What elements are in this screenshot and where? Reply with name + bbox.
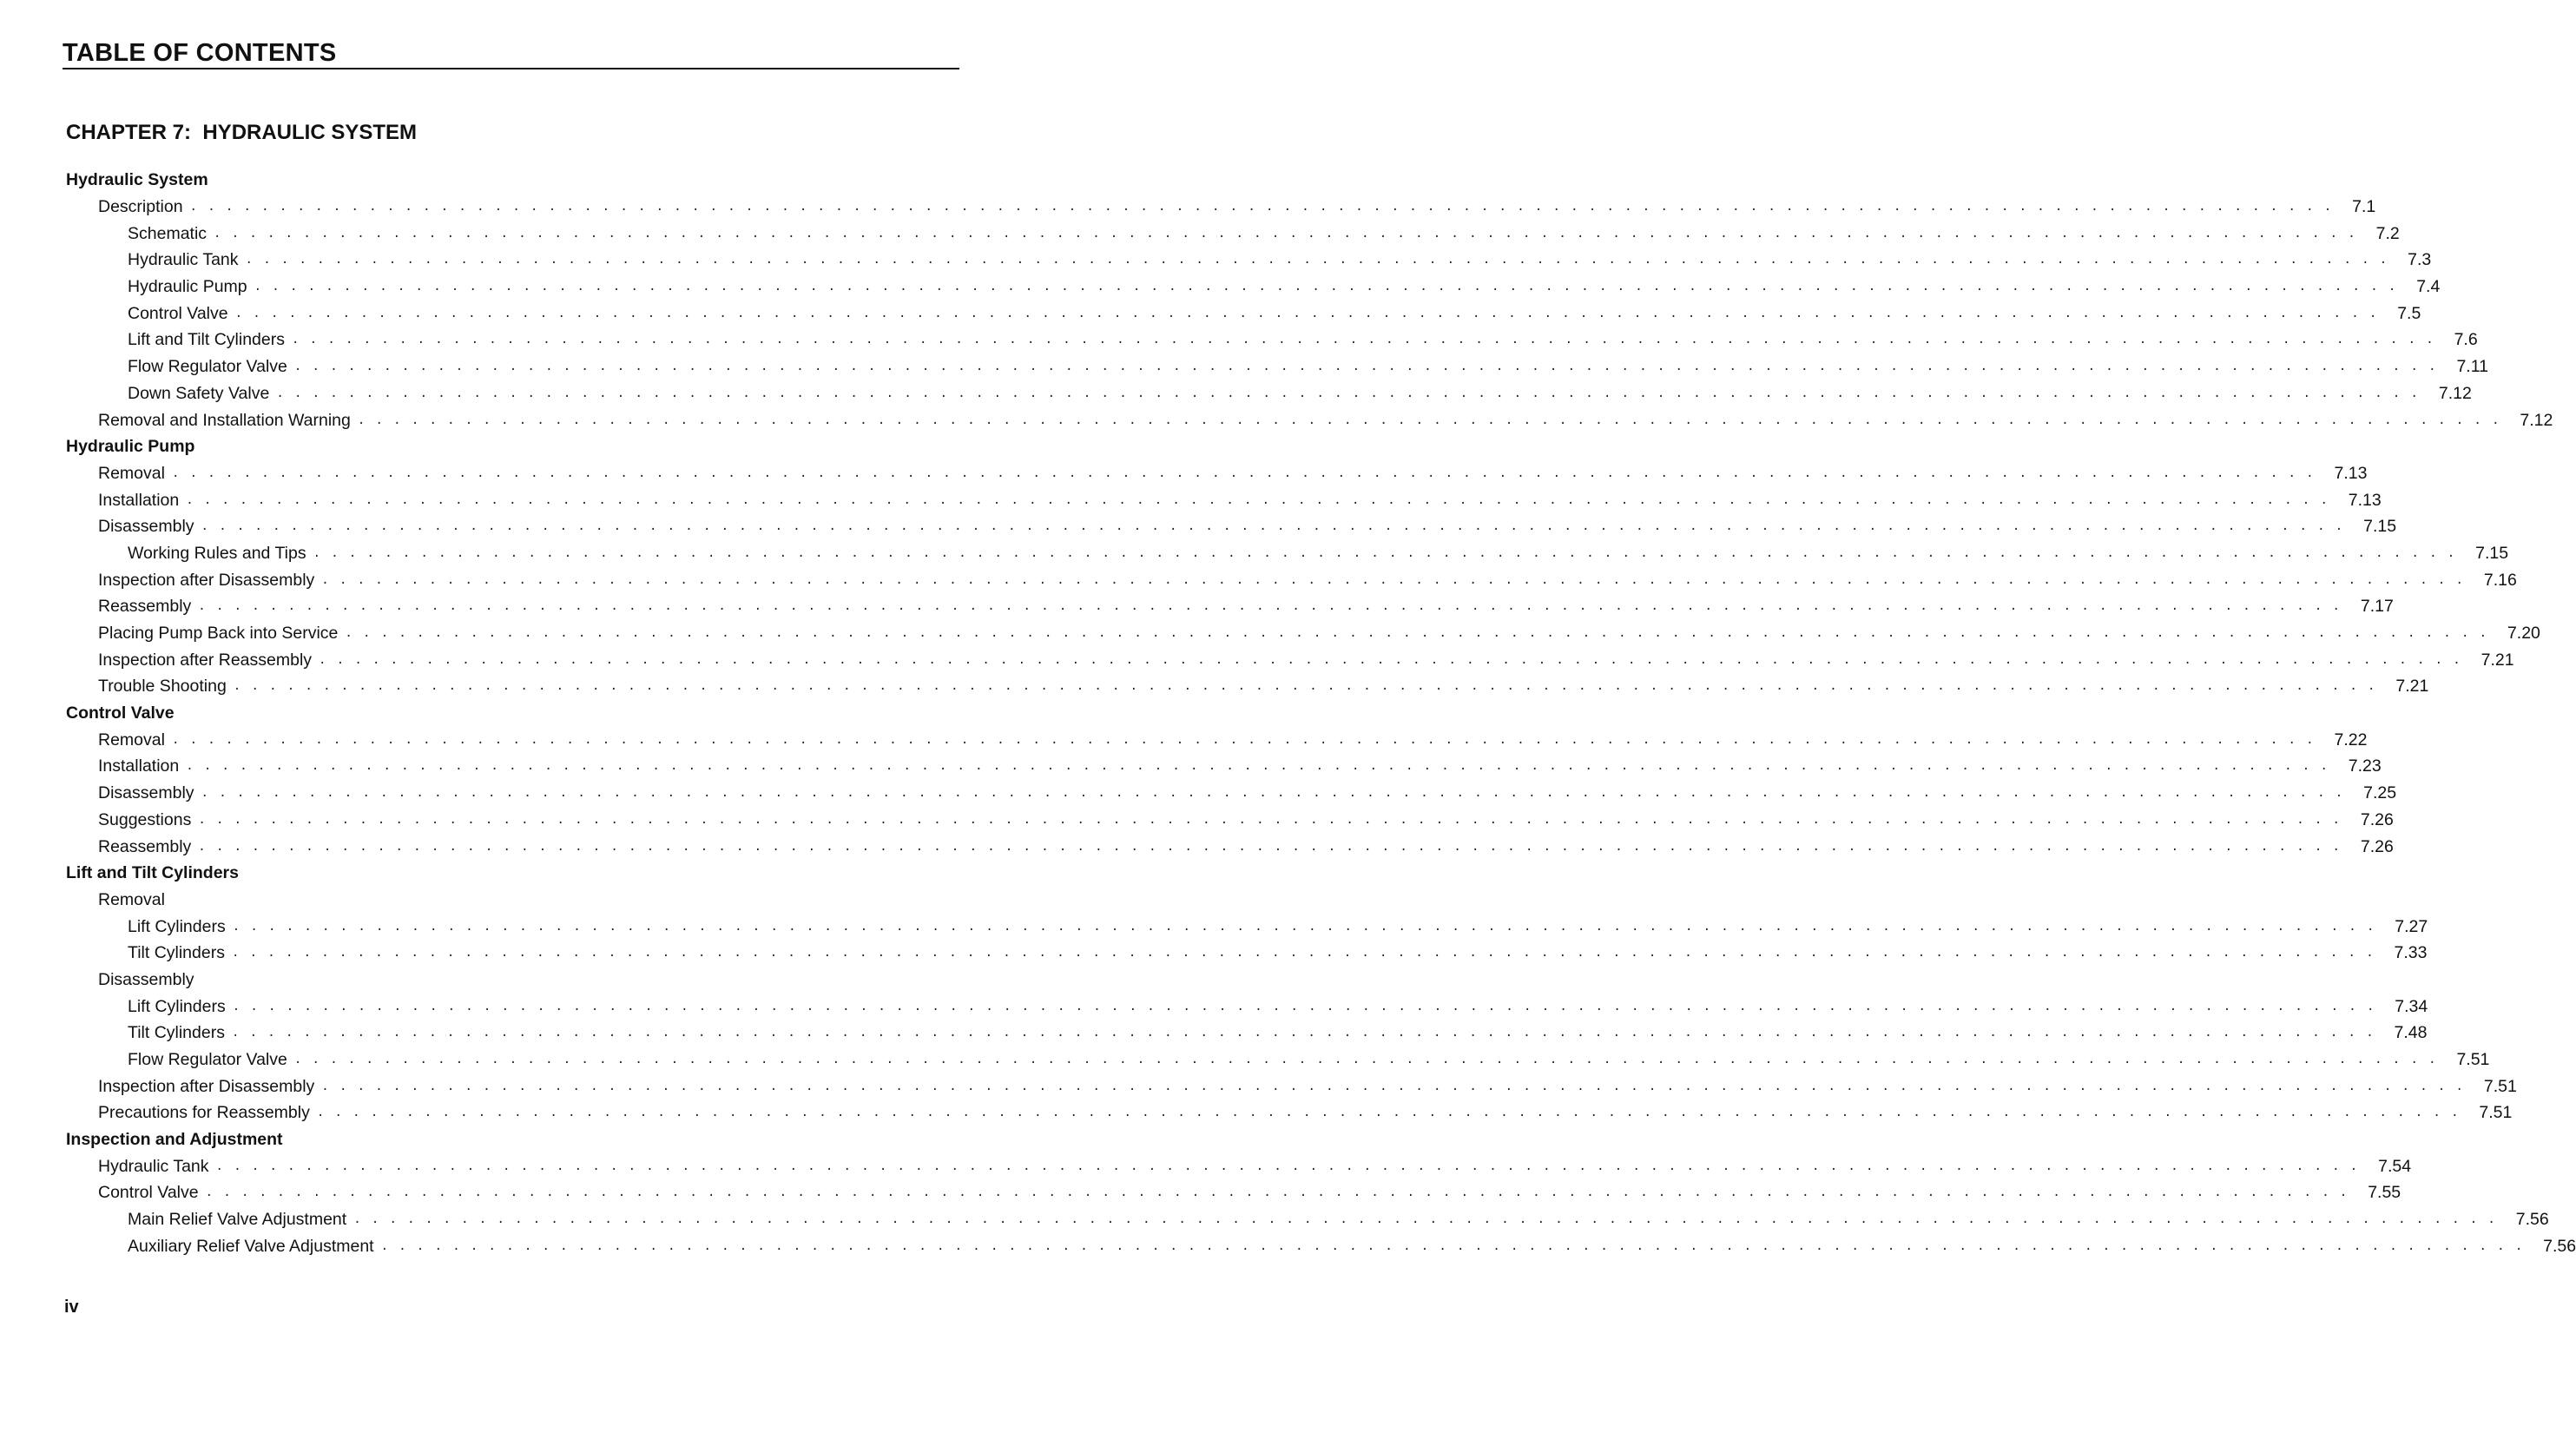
toc-page-number: 7.15 [2475,543,2509,563]
toc-page-number: 7.13 [2334,463,2368,483]
toc-entry-lift-and-tilt-cylinders[interactable] [66,327,2478,353]
dot-leader: . . . . . . . . . . . . . . . . . . . . . . . . . . . . . . . . . . . . . . . . . . . . . . . . . . . . . . . . . . . . . . . . . . . . . . . . . . . . . . . . . . . . . . . . . . . . . . . . . . . . . . . . . . . . . . . . . . . . . . . . [321,572,2465,587]
toc-page-number: 7.15 [2363,517,2397,537]
toc-section-title: Control Valve [66,703,175,723]
toc-entry-tilt-cylinders[interactable] [66,1020,2428,1047]
toc-section-control-valve [66,700,939,727]
toc-entry-inspection-after-disassembly[interactable] [66,566,2517,593]
dot-leader: . . . . . . . . . . . . . . . . . . . . . . . . . . . . . . . . . . . . . . . . . . . . . . . . . . . . . . . . . . . . . . . . . . . . . . . . . . . . . . . . . . . . . . . . . . . . . . . . . . . . . . . . . . . . . . . . . . . . . . . . [357,413,2501,427]
toc-entry-label: Trouble Shooting [98,677,227,697]
toc-subheading-disassembly [66,967,939,994]
toc-entry-label: Flow Regulator Valve [128,357,287,377]
toc-section-hydraulic-system [66,167,939,194]
toc-entry-schematic[interactable] [66,220,2400,247]
toc-page-number: 7.26 [2360,809,2394,829]
toc-entry-placing-pump-back-into-service[interactable] [66,620,2540,647]
toc-entry-hydraulic-pump[interactable] [66,274,2441,300]
toc-page-number: 7.6 [2454,330,2478,350]
toc-entry-label: Disassembly [98,517,194,537]
toc-entry-disassembly[interactable] [66,780,2397,807]
toc-subheading-removal [66,887,939,914]
toc-entry-hydraulic-tank[interactable] [66,1152,2412,1179]
table-of-contents [66,167,2576,1259]
toc-entry-label: Auxiliary Relief Valve Adjustment [128,1236,374,1256]
toc-page-number: 7.4 [2416,277,2441,297]
toc-section-title: Hydraulic Pump [66,437,195,457]
toc-entry-label: Hydraulic Pump [128,277,247,297]
toc-entry-trouble-shooting[interactable] [66,673,2429,700]
toc-page-number: 7.11 [2456,357,2488,377]
toc-entry-label: Removal [98,889,165,909]
toc-page-number: 7.51 [2479,1103,2513,1123]
toc-section-lift-and-tilt-cylinders [66,860,939,887]
toc-section-hydraulic-pump [66,433,939,460]
toc-entry-label: Lift and Tilt Cylinders [128,330,285,350]
toc-entry-removal[interactable] [66,460,2368,487]
dot-leader: . . . . . . . . . . . . . . . . . . . . . . . . . . . . . . . . . . . . . . . . . . . . . . . . . . . . . . . . . . . . . . . . . . . . . . . . . . . . . . . . . . . . . . . . . . . . . . . . . . . . . . . . . . . . . . . . . . . . . . . . [232,919,2376,934]
toc-page-number: 7.16 [2483,570,2517,590]
dot-leader: . . . . . . . . . . . . . . . . . . . . . . . . . . . . . . . . . . . . . . . . . . . . . . . . . . . . . . . . . . . . . . . . . . . . . . . . . . . . . . . . . . . . . . . . . . . . . . . . . . . . . . . . . . . . . . . . . . . . . . . . [186,492,2329,507]
toc-entry-label: Lift Cylinders [128,916,226,936]
toc-entry-inspection-after-disassembly[interactable] [66,1073,2517,1100]
dot-leader: . . . . . . . . . . . . . . . . . . . . . . . . . . . . . . . . . . . . . . . . . . . . . . . . . . . . . . . . . . . . . . . . . . . . . . . . . . . . . . . . . . . . . . . . . . . . . . . . . . . . . . . . . . . . . . . . . . . . . . . . [171,466,2316,480]
dot-leader: . . . . . . . . . . . . . . . . . . . . . . . . . . . . . . . . . . . . . . . . . . . . . . . . . . . . . . . . . . . . . . . . . . . . . . . . . . . . . . . . . . . . . . . . . . . . . . . . . . . . . . . . . . . . . . . . . . . . . . . . [293,360,2438,374]
toc-page-number: 7.3 [2408,250,2432,270]
toc-entry-main-relief-valve-adjustment[interactable] [66,1206,2549,1233]
dot-leader: . . . . . . . . . . . . . . . . . . . . . . . . . . . . . . . . . . . . . . . . . . . . . . . . . . . . . . . . . . . . . . . . . . . . . . . . . . . . . . . . . . . . . . . . . . . . . . . . . . . . . . . . . . . . . . . . . . . . . . . . [186,759,2329,774]
dot-leader: . . . . . . . . . . . . . . . . . . . . . . . . . . . . . . . . . . . . . . . . . . . . . . . . . . . . . . . . . . . . . . . . . . . . . . . . . . . . . . . . . . . . . . . . . . . . . . . . . . . . . . . . . . . . . . . . . . . . . . . . [201,786,2345,801]
toc-page-number: 7.56 [2515,1210,2549,1230]
toc-entry-label: Hydraulic Tank [98,1156,209,1176]
dot-leader: . . . . . . . . . . . . . . . . . . . . . . . . . . . . . . . . . . . . . . . . . . . . . . . . . . . . . . . . . . . . . . . . . . . . . . . . . . . . . . . . . . . . . . . . . . . . . . . . . . . . . . . . . . . . . . . . . . . . . . . . [254,280,2398,294]
toc-page-number: 7.54 [2378,1156,2412,1176]
toc-entry-auxiliary-relief-valve-adjustment[interactable] [66,1233,2576,1260]
toc-page-number: 7.23 [2348,756,2382,776]
dot-leader: . . . . . . . . . . . . . . . . . . . . . . . . . . . . . . . . . . . . . . . . . . . . . . . . . . . . . . . . . . . . . . . . . . . . . . . . . . . . . . . . . . . . . . . . . . . . . . . . . . . . . . . . . . . . . . . . . . . . . . . . [198,839,2342,854]
toc-page-number: 7.56 [2543,1236,2576,1256]
dot-leader: . . . . . . . . . . . . . . . . . . . . . . . . . . . . . . . . . . . . . . . . . . . . . . . . . . . . . . . . . . . . . . . . . . . . . . . . . . . . . . . . . . . . . . . . . . . . . . . . . . . . . . . . . . . . . . . . . . . . . . . . [321,1079,2465,1093]
toc-entry-label: Removal and Installation Warning [98,410,351,430]
toc-entry-label: Control Valve [128,303,228,323]
dot-leader: . . . . . . . . . . . . . . . . . . . . . . . . . . . . . . . . . . . . . . . . . . . . . . . . . . . . . . . . . . . . . . . . . . . . . . . . . . . . . . . . . . . . . . . . . . . . . . . . . . . . . . . . . . . . . . . . . . . . . . . . [201,519,2345,534]
toc-entry-label: Hydraulic Tank [128,250,239,270]
toc-page-number: 7.12 [2438,383,2472,403]
toc-page-number: 7.33 [2394,943,2428,963]
toc-page-number: 7.13 [2348,490,2382,510]
toc-entry-flow-regulator-valve[interactable] [66,1047,2490,1073]
toc-entry-hydraulic-tank[interactable] [66,247,2432,274]
toc-entry-label: Reassembly [98,836,192,856]
dot-leader: . . . . . . . . . . . . . . . . . . . . . . . . . . . . . . . . . . . . . . . . . . . . . . . . . . . . . . . . . . . . . . . . . . . . . . . . . . . . . . . . . . . . . . . . . . . . . . . . . . . . . . . . . . . . . . . . . . . . . . . . [380,1238,2525,1253]
toc-entry-label: Inspection after Disassembly [98,1076,315,1096]
toc-entry-label: Working Rules and Tips [128,543,306,563]
dot-leader: . . . . . . . . . . . . . . . . . . . . . . . . . . . . . . . . . . . . . . . . . . . . . . . . . . . . . . . . . . . . . . . . . . . . . . . . . . . . . . . . . . . . . . . . . . . . . . . . . . . . . . . . . . . . . . . . . . . . . . . . [245,253,2389,267]
toc-entry-installation[interactable] [66,486,2382,513]
dot-leader: . . . . . . . . . . . . . . . . . . . . . . . . . . . . . . . . . . . . . . . . . . . . . . . . . . . . . . . . . . . . . . . . . . . . . . . . . . . . . . . . . . . . . . . . . . . . . . . . . . . . . . . . . . . . . . . . . . . . . . . . [353,1212,2497,1227]
toc-section-title: Hydraulic System [66,170,208,190]
toc-entry-reassembly[interactable] [66,593,2394,620]
toc-entry-label: Inspection after Reassembly [98,650,313,670]
dot-leader: . . . . . . . . . . . . . . . . . . . . . . . . . . . . . . . . . . . . . . . . . . . . . . . . . . . . . . . . . . . . . . . . . . . . . . . . . . . . . . . . . . . . . . . . . . . . . . . . . . . . . . . . . . . . . . . . . . . . . . . . [171,732,2316,747]
toc-page-number: 7.51 [2483,1076,2517,1096]
toc-page-number: 7.27 [2395,916,2428,936]
toc-entry-label: Reassembly [98,597,192,617]
toc-entry-label: Tilt Cylinders [128,943,225,963]
toc-entry-label: Schematic [128,223,208,243]
dot-leader: . . . . . . . . . . . . . . . . . . . . . . . . . . . . . . . . . . . . . . . . . . . . . . . . . . . . . . . . . . . . . . . . . . . . . . . . . . . . . . . . . . . . . . . . . . . . . . . . . . . . . . . . . . . . . . . . . . . . . . . . [345,626,2488,641]
dot-leader: . . . . . . . . . . . . . . . . . . . . . . . . . . . . . . . . . . . . . . . . . . . . . . . . . . . . . . . . . . . . . . . . . . . . . . . . . . . . . . . . . . . . . . . . . . . . . . . . . . . . . . . . . . . . . . . . . . . . . . . . [276,386,2420,400]
toc-entry-label: Disassembly [98,969,194,989]
toc-entry-down-safety-valve[interactable] [66,380,2472,407]
toc-entry-reassembly[interactable] [66,833,2394,860]
toc-entry-label: Installation [98,490,180,510]
toc-entry-disassembly[interactable] [66,513,2397,540]
toc-page-number: 7.12 [2520,410,2553,430]
toc-entry-label: Inspection after Disassembly [98,570,315,590]
toc-entry-lift-cylinders[interactable] [66,913,2428,940]
dot-leader: . . . . . . . . . . . . . . . . . . . . . . . . . . . . . . . . . . . . . . . . . . . . . . . . . . . . . . . . . . . . . . . . . . . . . . . . . . . . . . . . . . . . . . . . . . . . . . . . . . . . . . . . . . . . . . . . . . . . . . . . [198,812,2342,827]
toc-entry-label: Down Safety Valve [128,383,270,403]
page-header [63,38,959,69]
toc-entry-label: Main Relief Valve Adjustment [128,1210,347,1230]
dot-leader: . . . . . . . . . . . . . . . . . . . . . . . . . . . . . . . . . . . . . . . . . . . . . . . . . . . . . . . . . . . . . . . . . . . . . . . . . . . . . . . . . . . . . . . . . . . . . . . . . . . . . . . . . . . . . . . . . . . . . . . . [233,679,2377,694]
dot-leader: . . . . . . . . . . . . . . . . . . . . . . . . . . . . . . . . . . . . . . . . . . . . . . . . . . . . . . . . . . . . . . . . . . . . . . . . . . . . . . . . . . . . . . . . . . . . . . . . . . . . . . . . . . . . . . . . . . . . . . . . [319,652,2462,667]
toc-entry-description[interactable] [66,194,2376,221]
toc-entry-precautions-for-reassembly[interactable] [66,1100,2513,1126]
toc-entry-label: Installation [98,756,180,776]
page-title: TABLE OF CONTENTS [63,39,337,67]
toc-entry-installation[interactable] [66,753,2382,780]
toc-page-number: 7.55 [2368,1183,2401,1203]
toc-entry-label: Disassembly [98,783,194,803]
toc-entry-lift-cylinders[interactable] [66,993,2428,1020]
dot-leader: . . . . . . . . . . . . . . . . . . . . . . . . . . . . . . . . . . . . . . . . . . . . . . . . . . . . . . . . . . . . . . . . . . . . . . . . . . . . . . . . . . . . . . . . . . . . . . . . . . . . . . . . . . . . . . . . . . . . . . . . [313,545,2457,560]
dot-leader: . . . . . . . . . . . . . . . . . . . . . . . . . . . . . . . . . . . . . . . . . . . . . . . . . . . . . . . . . . . . . . . . . . . . . . . . . . . . . . . . . . . . . . . . . . . . . . . . . . . . . . . . . . . . . . . . . . . . . . . . [293,1053,2438,1067]
toc-page-number: 7.51 [2456,1050,2490,1070]
toc-entry-label: Description [98,197,183,217]
toc-page-number: 7.21 [2480,650,2514,670]
toc-section-title: Lift and Tilt Cylinders [66,863,239,883]
toc-entry-flow-regulator-valve[interactable] [66,353,2488,380]
toc-page-number: 7.17 [2360,597,2394,617]
toc-page-number: 7.1 [2352,197,2376,217]
toc-entry-working-rules-and-tips[interactable] [66,540,2509,567]
toc-entry-control-valve[interactable] [66,1179,2401,1206]
toc-entry-removal-and-installation-warning[interactable] [66,406,2553,433]
toc-entry-removal[interactable] [66,726,2368,753]
toc-entry-label: Precautions for Reassembly [98,1103,310,1123]
toc-page-number: 7.48 [2394,1023,2428,1043]
toc-entry-suggestions[interactable] [66,807,2394,834]
dot-leader: . . . . . . . . . . . . . . . . . . . . . . . . . . . . . . . . . . . . . . . . . . . . . . . . . . . . . . . . . . . . . . . . . . . . . . . . . . . . . . . . . . . . . . . . . . . . . . . . . . . . . . . . . . . . . . . . . . . . . . . . [232,999,2376,1014]
toc-entry-label: Control Valve [98,1183,199,1203]
dot-leader: . . . . . . . . . . . . . . . . . . . . . . . . . . . . . . . . . . . . . . . . . . . . . . . . . . . . . . . . . . . . . . . . . . . . . . . . . . . . . . . . . . . . . . . . . . . . . . . . . . . . . . . . . . . . . . . . . . . . . . . . [231,946,2375,961]
dot-leader: . . . . . . . . . . . . . . . . . . . . . . . . . . . . . . . . . . . . . . . . . . . . . . . . . . . . . . . . . . . . . . . . . . . . . . . . . . . . . . . . . . . . . . . . . . . . . . . . . . . . . . . . . . . . . . . . . . . . . . . . [316,1106,2461,1120]
dot-leader: . . . . . . . . . . . . . . . . . . . . . . . . . . . . . . . . . . . . . . . . . . . . . . . . . . . . . . . . . . . . . . . . . . . . . . . . . . . . . . . . . . . . . . . . . . . . . . . . . . . . . . . . . . . . . . . . . . . . . . . . [198,599,2342,614]
toc-page-number: 7.21 [2395,677,2429,697]
dot-leader: . . . . . . . . . . . . . . . . . . . . . . . . . . . . . . . . . . . . . . . . . . . . . . . . . . . . . . . . . . . . . . . . . . . . . . . . . . . . . . . . . . . . . . . . . . . . . . . . . . . . . . . . . . . . . . . . . . . . . . . . [189,200,2334,215]
toc-section-inspection-and-adjustment [66,1126,939,1153]
dot-leader: . . . . . . . . . . . . . . . . . . . . . . . . . . . . . . . . . . . . . . . . . . . . . . . . . . . . . . . . . . . . . . . . . . . . . . . . . . . . . . . . . . . . . . . . . . . . . . . . . . . . . . . . . . . . . . . . . . . . . . . . [215,1159,2360,1173]
dot-leader: . . . . . . . . . . . . . . . . . . . . . . . . . . . . . . . . . . . . . . . . . . . . . . . . . . . . . . . . . . . . . . . . . . . . . . . . . . . . . . . . . . . . . . . . . . . . . . . . . . . . . . . . . . . . . . . . . . . . . . . . [292,333,2435,347]
toc-entry-control-valve[interactable] [66,300,2421,327]
toc-entry-label: Removal [98,730,165,750]
toc-page-number: 7.34 [2395,996,2428,1016]
toc-entry-label: Placing Pump Back into Service [98,624,339,644]
toc-page-number: 7.25 [2363,783,2397,803]
toc-entry-label: Lift Cylinders [128,996,226,1016]
dot-leader: . . . . . . . . . . . . . . . . . . . . . . . . . . . . . . . . . . . . . . . . . . . . . . . . . . . . . . . . . . . . . . . . . . . . . . . . . . . . . . . . . . . . . . . . . . . . . . . . . . . . . . . . . . . . . . . . . . . . . . . . [231,1026,2375,1040]
toc-entry-tilt-cylinders[interactable] [66,940,2428,967]
toc-entry-label: Suggestions [98,809,192,829]
toc-entry-label: Flow Regulator Valve [128,1050,287,1070]
toc-page-number: 7.26 [2360,836,2394,856]
dot-leader: . . . . . . . . . . . . . . . . . . . . . . . . . . . . . . . . . . . . . . . . . . . . . . . . . . . . . . . . . . . . . . . . . . . . . . . . . . . . . . . . . . . . . . . . . . . . . . . . . . . . . . . . . . . . . . . . . . . . . . . . [234,306,2379,320]
toc-entry-label: Removal [98,463,165,483]
dot-leader: . . . . . . . . . . . . . . . . . . . . . . . . . . . . . . . . . . . . . . . . . . . . . . . . . . . . . . . . . . . . . . . . . . . . . . . . . . . . . . . . . . . . . . . . . . . . . . . . . . . . . . . . . . . . . . . . . . . . . . . . [214,226,2357,241]
toc-page-number: 7.5 [2397,303,2421,323]
toc-page-number: 7.22 [2334,730,2368,750]
toc-entry-inspection-after-reassembly[interactable] [66,646,2514,673]
page-folio: iv [64,1298,79,1317]
toc-page-number: 7.2 [2375,223,2400,243]
dot-leader: . . . . . . . . . . . . . . . . . . . . . . . . . . . . . . . . . . . . . . . . . . . . . . . . . . . . . . . . . . . . . . . . . . . . . . . . . . . . . . . . . . . . . . . . . . . . . . . . . . . . . . . . . . . . . . . . . . . . . . . . [205,1185,2349,1200]
toc-section-title: Inspection and Adjustment [66,1130,283,1150]
chapter-title: CHAPTER 7: HYDRAULIC SYSTEM [66,121,418,144]
toc-page-number: 7.20 [2507,624,2540,644]
toc-entry-label: Tilt Cylinders [128,1023,225,1043]
